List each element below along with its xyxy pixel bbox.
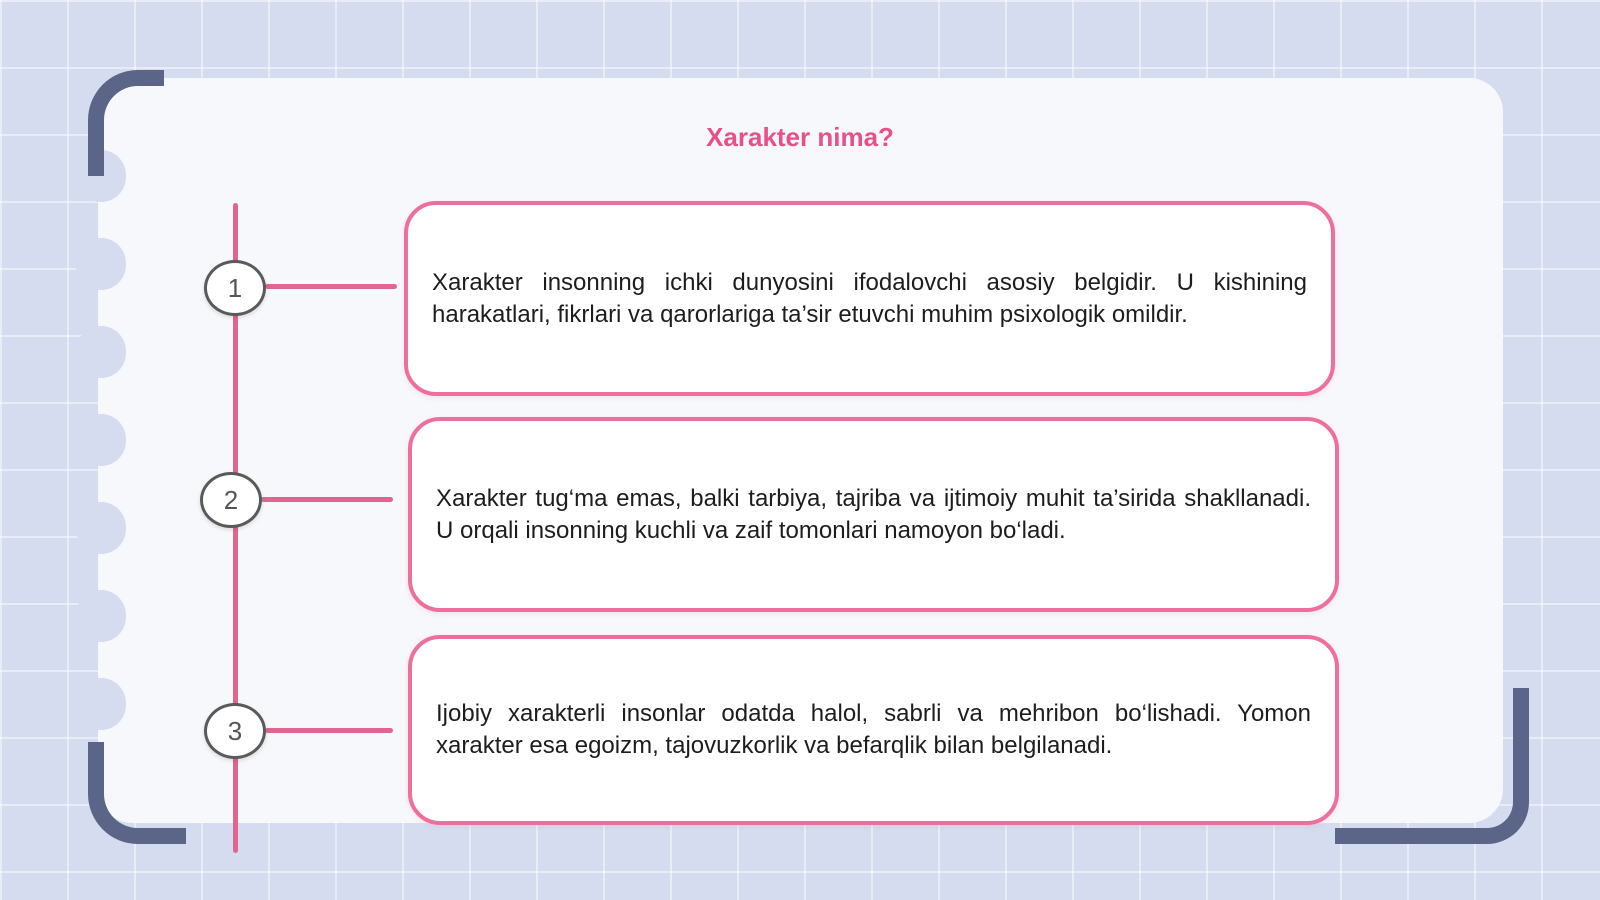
paper-notch — [76, 502, 126, 554]
timeline-connector — [265, 728, 393, 733]
corner-bracket-bottom-right — [1335, 688, 1529, 844]
info-card — [408, 635, 1339, 825]
paper-notch — [76, 326, 126, 378]
step-marker: 1 — [204, 260, 266, 316]
paper-notch — [76, 678, 126, 730]
info-card-text: Ijobiy xarakterli insonlar odatda halol, sabrli va mehribon bo‘lishadi. Yomon xarakter esa egoizm, tajovuzkorlik va befarqlik bilan belgilanadi. — [436, 700, 1311, 759]
step-marker: 3 — [204, 703, 266, 759]
info-card-text: Xarakter insonning ichki dunyosini ifodalovchi asosiy belgidir. U kishining harakatlari, fikrlari va qarorlariga ta’sir etuvchi muhim psixologik omildir. — [432, 268, 1307, 328]
info-card-text: Xarakter tug‘ma emas, balki tarbiya, tajriba va ijtimoiy muhit ta’sirida shakllanadi. U orqali insonning kuchli va zaif tomonlari namoyon bo‘ladi. — [436, 484, 1311, 544]
info-card — [408, 417, 1339, 612]
timeline-connector — [261, 497, 393, 502]
timeline-connector — [265, 284, 397, 289]
step-marker: 2 — [200, 472, 262, 528]
info-card — [404, 201, 1335, 396]
slide-title: Xarakter nima? — [706, 122, 894, 152]
paper-notch — [76, 238, 126, 290]
paper-notch — [76, 414, 126, 466]
corner-bracket-bottom-left — [88, 742, 186, 844]
paper-notch — [76, 590, 126, 642]
